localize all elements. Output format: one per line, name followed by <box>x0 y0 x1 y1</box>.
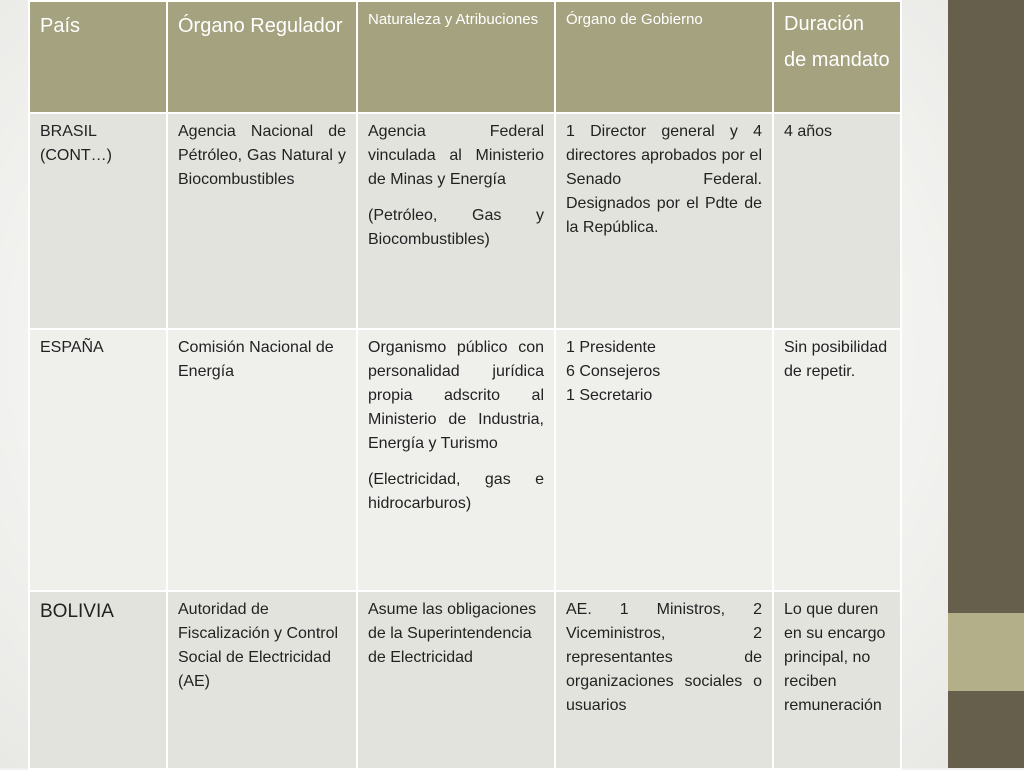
nature-text: Organismo público con personalidad jurídica propia adscrito al Ministerio de Industria, Energía y Turismo <box>368 339 544 452</box>
cell-duracion <box>773 329 901 591</box>
cell-regulador <box>167 591 357 769</box>
country-label: BRASIL (CONT…) <box>40 123 112 164</box>
regulator-text: Autoridad de Fiscalización y Control Social de Electricidad (AE) <box>178 601 339 690</box>
table-row <box>29 113 901 329</box>
header-duracion: Duración de mandato <box>773 1 901 113</box>
side-accent-block <box>948 613 1024 691</box>
header-organo-gobierno: Órgano de Gobierno <box>555 1 773 113</box>
duration-text: Sin posibilidad de repetir. <box>784 339 888 380</box>
nature-note: (Petróleo, Gas y Biocombustibles) <box>368 207 544 248</box>
cell-naturaleza <box>357 591 555 769</box>
header-organo-regulador: Órgano Regulador <box>167 1 357 113</box>
nature-note: (Electricidad, gas e hidrocarburos) <box>368 471 544 512</box>
table-row <box>29 591 901 769</box>
country-label: ESPAÑA <box>40 339 104 356</box>
comparison-table <box>28 0 902 770</box>
government-line: 1 Presidente <box>566 339 656 356</box>
cell-gobierno <box>555 113 773 329</box>
duration-text: 4 años <box>784 123 833 140</box>
nature-text: Agencia Federal vinculada al Ministerio de Minas y Energía <box>368 123 544 188</box>
nature-text: Asume las obligaciones de la Superintendencia de Electricidad <box>368 601 537 666</box>
cell-naturaleza <box>357 113 555 329</box>
header-pais: País <box>29 1 167 113</box>
regulator-text: Agencia Nacional de Pétróleo, Gas Natural y Biocombustibles <box>178 123 346 188</box>
cell-regulador <box>167 329 357 591</box>
cell-duracion <box>773 113 901 329</box>
header-row <box>29 1 901 113</box>
government-text: AE. 1 Ministros, 2 Viceministros, 2 representantes de organizaciones sociales o usuarios <box>566 601 762 714</box>
header-naturaleza: Naturaleza y Atribuciones <box>357 1 555 113</box>
regulator-text: Comisión Nacional de Energía <box>178 339 334 380</box>
government-text: 1 Director general y 4 directores aprobados por el Senado Federal. Designados por el Pdte de la República. <box>566 123 762 236</box>
duration-text: Lo que duren en su encargo principal, no reciben remuneración <box>784 601 886 714</box>
cell-gobierno <box>555 329 773 591</box>
country-label: BOLIVIA <box>40 601 114 622</box>
cell-pais <box>29 113 167 329</box>
cell-naturaleza <box>357 329 555 591</box>
cell-pais <box>29 591 167 769</box>
government-line: 6 Consejeros <box>566 363 661 380</box>
cell-duracion <box>773 591 901 769</box>
government-line: 1 Secretario <box>566 387 653 404</box>
cell-regulador <box>167 113 357 329</box>
table-row <box>29 329 901 591</box>
cell-pais <box>29 329 167 591</box>
cell-gobierno <box>555 591 773 769</box>
